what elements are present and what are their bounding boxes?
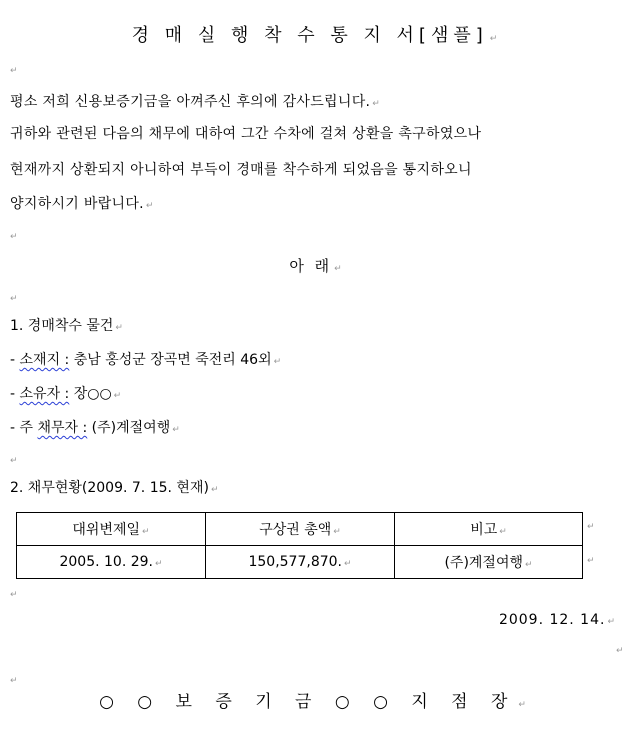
header-indemnity-total-text: 구상권 총액 (259, 522, 332, 538)
cell-remarks-text: (주)계절여행 (444, 555, 523, 571)
owner-label: 소유자 : (19, 386, 70, 402)
document-title (0, 26, 634, 49)
header-subrogation-date (17, 513, 206, 546)
paragraph-mark: ↵ (172, 425, 180, 435)
cell-subrogation-date (17, 546, 206, 579)
paragraph-mark: ↵ (343, 559, 352, 569)
cell-indemnity-total-text: 150,577,870. (248, 554, 342, 570)
blank-line-mark: ↵ (10, 66, 18, 76)
paragraph-line-2-text: 귀하와 관련된 다음의 채무에 대하여 그간 수차에 걸쳐 상환을 촉구하였으나 (10, 126, 482, 142)
header-indemnity-total (206, 513, 395, 546)
paragraph-line-3 (10, 160, 472, 180)
below-heading-text: 아 래 (289, 257, 333, 275)
blank-line-mark: ↵ (10, 294, 18, 304)
blank-line-mark: ↵ (10, 590, 18, 600)
cell-subrogation-date-text: 2005. 10. 29. (59, 554, 153, 570)
blank-line-mark: ↵ (10, 232, 18, 242)
blank-line-mark: ↵ (616, 646, 624, 656)
debtor-line (10, 418, 180, 440)
paragraph-line-2 (10, 124, 481, 144)
paragraph-mark: ↵ (115, 323, 123, 333)
paragraph-line-3-text: 현재까지 상환되지 아니하여 부득이 경매를 착수하게 되었음을 통지하오니 (10, 162, 472, 178)
paragraph-mark: ↵ (499, 527, 507, 537)
paragraph-mark: ↵ (142, 527, 150, 537)
debtor-label: 채무자 : (37, 420, 88, 436)
paragraph-line-1-text: 평소 저희 신용보증기금을 아껴주신 후의에 감사드립니다. (10, 94, 371, 110)
section1-title-text: 1. 경매착수 물건 (10, 318, 114, 334)
table-row-end-mark: ↵ (587, 522, 595, 532)
section2-title-text: 2. 채무현황(2009. 7. 15. 현재) (10, 480, 209, 496)
table-header-row (17, 513, 583, 546)
signature-text: ○ ○ 보 증 기 금 ○ ○ 지 점 장 (99, 692, 517, 712)
document-date (499, 610, 616, 632)
paragraph-mark: ↵ (333, 527, 341, 537)
paragraph-mark: ↵ (489, 34, 503, 44)
table-row-end-mark: ↵ (587, 556, 595, 566)
owner-line (10, 384, 121, 406)
blank-line-mark: ↵ (10, 456, 18, 466)
cell-remarks (395, 546, 583, 579)
location-line (10, 350, 281, 372)
document-date-text: 2009. 12. 14. (498, 612, 606, 628)
paragraph-line-1 (10, 92, 380, 114)
paragraph-mark: ↵ (518, 700, 535, 710)
paragraph-mark: ↵ (273, 357, 282, 367)
debtor-value: (주)계절여행 (87, 420, 171, 436)
table-row (17, 546, 583, 579)
cell-indemnity-total (206, 546, 395, 579)
section1-title (10, 316, 123, 338)
paragraph-mark: ↵ (607, 617, 616, 627)
paragraph-line-4-text: 양지하시기 바랍니다. (10, 196, 144, 212)
debtor-prefix: - 주 (10, 420, 38, 436)
paragraph-mark: ↵ (334, 264, 345, 274)
below-heading (0, 256, 634, 279)
paragraph-mark: ↵ (372, 99, 381, 109)
debt-status-table (16, 512, 583, 579)
section2-title (10, 478, 218, 500)
paragraph-mark: ↵ (210, 485, 219, 495)
signature-line (0, 692, 634, 715)
location-value: 충남 홍성군 장곡면 죽전리 46외 (69, 352, 272, 368)
title-text: 경 매 실 행 착 수 통 지 서[샘플] (131, 25, 488, 46)
paragraph-mark: ↵ (113, 391, 122, 401)
paragraph-mark: ↵ (145, 201, 154, 211)
paragraph-mark: ↵ (525, 560, 533, 570)
paragraph-line-4 (10, 194, 154, 216)
paragraph-mark: ↵ (154, 559, 163, 569)
owner-prefix: - (10, 386, 20, 402)
location-label: 소재지 : (19, 352, 70, 368)
header-remarks-text: 비고 (470, 522, 498, 538)
header-remarks (395, 513, 583, 546)
owner-value: 장○○ (69, 386, 112, 402)
blank-line-mark: ↵ (10, 676, 18, 686)
location-prefix: - (10, 352, 20, 368)
header-subrogation-date-text: 대위변제일 (72, 522, 141, 538)
